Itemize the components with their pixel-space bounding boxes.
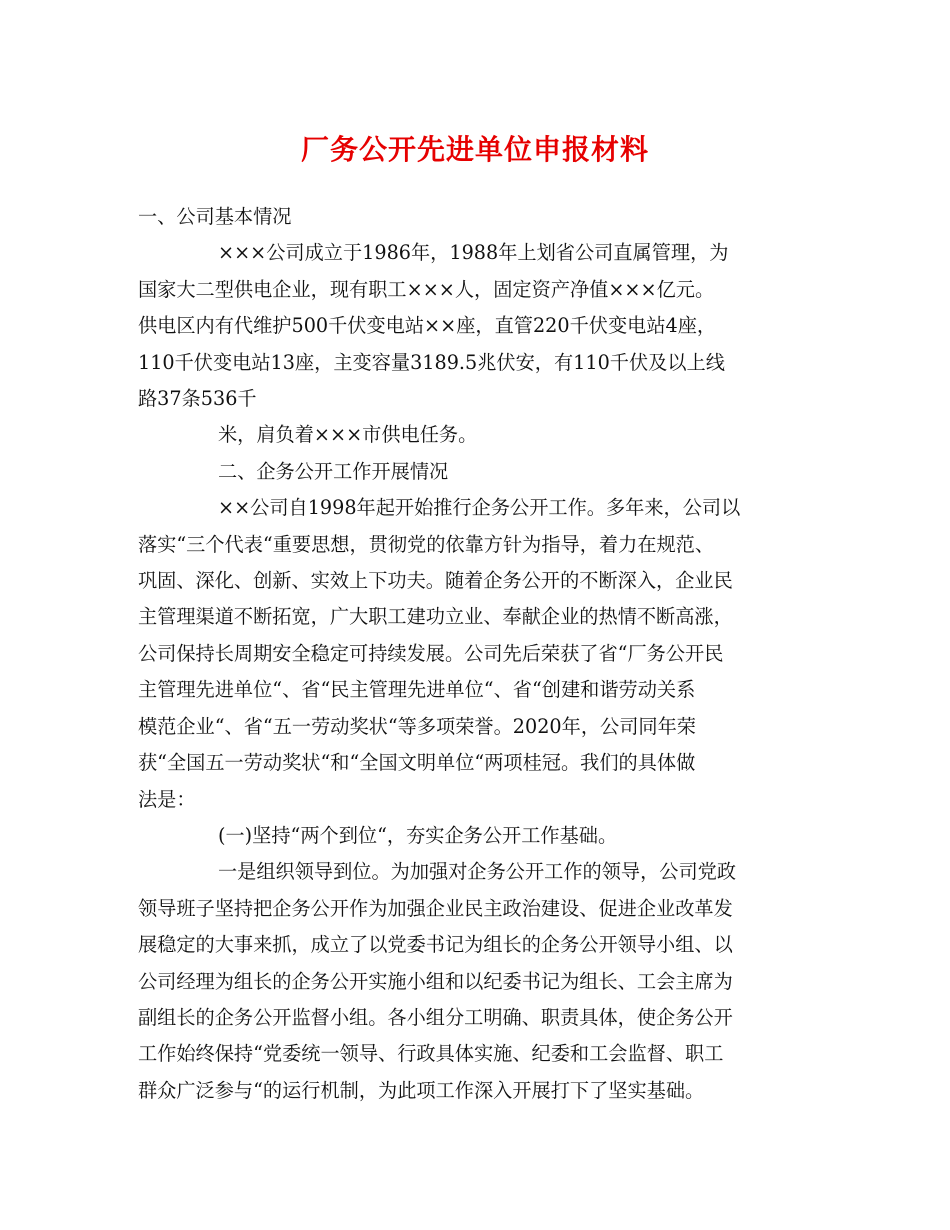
text-line: 一、公司基本情况 — [138, 205, 292, 228]
text-line: (一)坚持“两个到位“，夯实企务公开工作基础。 — [218, 823, 618, 847]
text-line: ×××公司成立于1986年，1988年上划省公司直属管理，为 — [218, 241, 729, 265]
text-line: 主管理渠道不断拓宽，广大职工建功立业、奉献企业的热情不断高涨， — [138, 605, 733, 629]
text-line: 巩固、深化、创新、实效上下功夫。随着企务公开的不断深入，企业民 — [138, 569, 733, 593]
text-line: 群众广泛参与“的运行机制，为此项工作深入开展打下了坚实基础。 — [138, 1078, 705, 1102]
text-line: 一是组织领导到位。为加强对企务公开工作的领导，公司党政 — [218, 860, 737, 884]
text-line: 工作始终保持“党委统一领导、行政具体实施、纪委和工会监督、职工 — [138, 1042, 724, 1066]
text-line: 落实“三个代表“重要思想，贯彻党的依靠方针为指导，着力在规范、 — [138, 532, 715, 556]
text-line: 国家大二型供电企业，现有职工×××人，固定资产净值×××亿元。 — [138, 277, 715, 301]
text-line: 供电区内有代维护500千伏变电站××座，直管220千伏变电站4座， — [138, 314, 717, 338]
text-line: 公司保持长周期安全稳定可持续发展。公司先后荣获了省“厂务公开民 — [138, 641, 724, 665]
document-body — [138, 199, 818, 1109]
text-line: 法是： — [138, 787, 196, 811]
text-line: 110千伏变电站13座，主变容量3189.5兆伏安，有110千伏及以上线 — [138, 350, 725, 374]
text-line: 展稳定的大事来抓，成立了以党委书记为组长的企务公开领导小组、以 — [138, 933, 733, 957]
text-line: 公司经理为组长的企务公开实施小组和以纪委书记为组长、工会主席为 — [138, 969, 733, 993]
document-title: 厂务公开先进单位申报材料 — [300, 133, 649, 166]
text-line: 获“全国五一劳动奖状“和“全国文明单位“两项桂冠。我们的具体做 — [138, 751, 696, 775]
text-line: 副组长的企务公开监督小组。各小组分工明确、职责具体，使企务公开 — [138, 1005, 733, 1029]
text-line: ××公司自1998年起开始推行企务公开工作。多年来，公司以 — [218, 496, 741, 520]
text-line: 米，肩负着×××市供电任务。 — [218, 423, 478, 447]
text-line: 主管理先进单位“、省“民主管理先进单位“、省“创建和谐劳动关系 — [138, 678, 696, 702]
text-line: 模范企业“、省“五一劳动奖状“等多项荣誉。2020年，公司同年荣 — [138, 714, 696, 738]
text-line: 二、企务公开工作开展情况 — [218, 459, 449, 483]
text-line: 领导班子坚持把企务公开作为加强企业民主政治建设、促进企业改革发 — [138, 896, 733, 920]
text-line: 路37条536千 — [138, 387, 257, 411]
